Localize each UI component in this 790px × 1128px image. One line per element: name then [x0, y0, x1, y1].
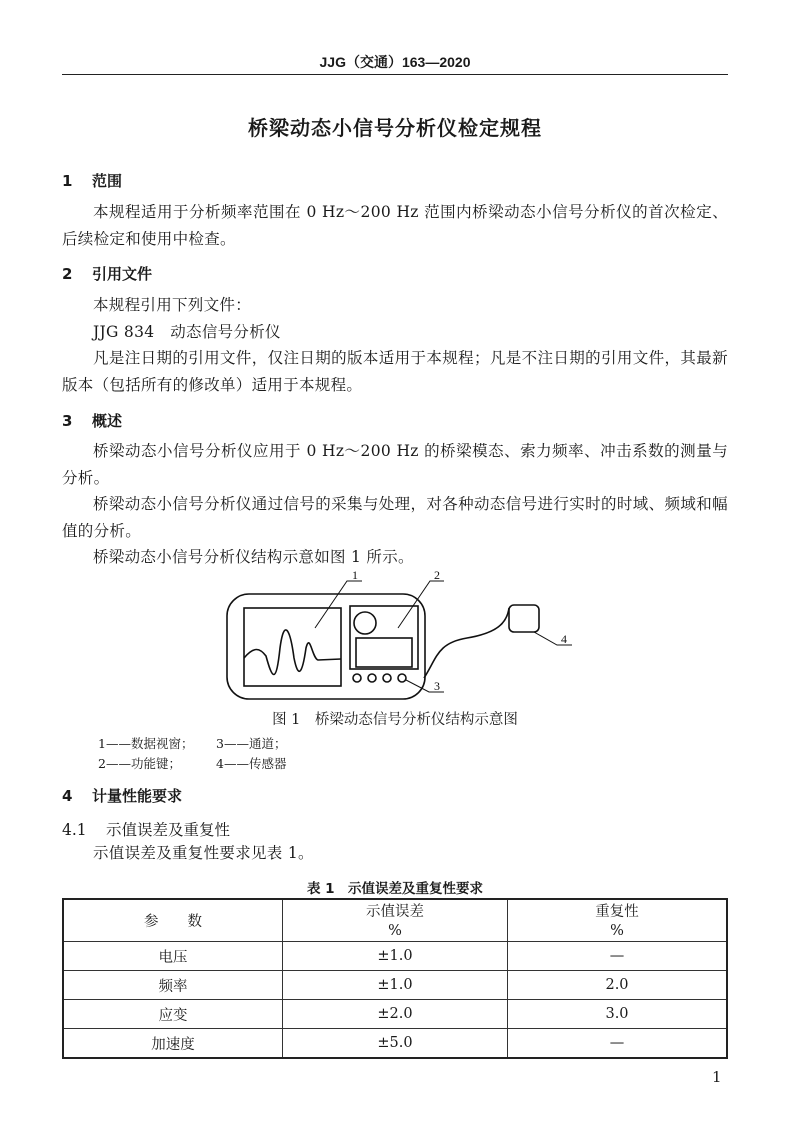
legend-item: 3——通道； [216, 736, 287, 751]
page-number: 1 [712, 1068, 722, 1086]
cell: 3.0 [508, 1000, 728, 1029]
callout-1: 1 [352, 568, 358, 582]
document-title: 桥梁动态小信号分析仪检定规程 [248, 116, 542, 140]
figure-caption: 图 1 桥梁动态信号分析仪结构示意图 [272, 712, 518, 728]
cell: 频率 [63, 971, 283, 1000]
paragraph: 桥梁动态小信号分析仪应用于 0 Hz～200 Hz 的桥梁模态、索力频率、冲击系数的测量与分析。 [62, 442, 728, 487]
callout-2: 2 [434, 568, 440, 582]
header-indication-error: 示值误差 [283, 899, 508, 921]
display [356, 638, 412, 667]
table-row [63, 971, 727, 1000]
cell: ±1.0 [283, 971, 508, 1000]
cell: — [508, 942, 728, 971]
table-row [63, 942, 727, 971]
unit: % [283, 921, 508, 942]
legend-item: 1——数据视窗； [98, 736, 194, 751]
sensor-cable [424, 608, 509, 678]
legend-item: 2——功能键； [98, 756, 181, 771]
section-1-heading [62, 170, 122, 191]
reference-item: JJG 834 动态信号分析仪 [93, 323, 281, 341]
section-number: 3 [62, 412, 73, 430]
header-parameter: 参 数 [63, 899, 283, 942]
paragraph: 本规程适用于分析频率范围在 0 Hz～200 Hz 范围内桥梁动态小信号分析仪的首次检定、后续检定和使用中检查。 [62, 203, 728, 248]
table-row [63, 1000, 727, 1029]
section-number: 4 [62, 787, 73, 805]
table-row [63, 1029, 727, 1059]
cell: 加速度 [63, 1029, 283, 1059]
section-number: 2 [62, 265, 73, 283]
unit: % [508, 921, 728, 942]
subsection-title: 示值误差及重复性 [106, 821, 231, 839]
legend-item: 4——传感器 [216, 756, 287, 771]
section-2-heading [62, 263, 152, 284]
waveform [244, 630, 341, 675]
cell: 电压 [63, 942, 283, 971]
table-header-row [63, 899, 727, 921]
device-body [227, 594, 425, 699]
section-title: 引用文件 [92, 265, 153, 283]
device-structure-diagram [222, 568, 582, 703]
callout-3: 3 [434, 679, 440, 693]
section-title: 概述 [92, 412, 123, 430]
paragraph: 桥梁动态小信号分析仪结构示意如图 1 所示。 [93, 548, 414, 566]
cell: ±2.0 [283, 1000, 508, 1029]
section-4-heading [62, 785, 182, 806]
document-header: JJG（交通）163—2020 [319, 54, 471, 70]
callout-4: 4 [561, 632, 567, 646]
paragraph: 凡是注日期的引用文件，仅注日期的版本适用于本规程；凡是不注日期的引用文件，其最新版本（包括所有的修改单）适用于本规程。 [62, 349, 728, 394]
cell: 2.0 [508, 971, 728, 1000]
table-caption: 表 1 示值误差及重复性要求 [306, 881, 484, 897]
subsection-4-1-heading [62, 818, 230, 840]
paragraph: 本规程引用下列文件： [93, 296, 252, 314]
section-title: 计量性能要求 [92, 787, 183, 805]
paragraph: 桥梁动态小信号分析仪通过信号的采集与处理，对各种动态信号进行实时的时域、频域和幅值的分析。 [62, 495, 728, 540]
paragraph: 示值误差及重复性要求见表 1。 [93, 844, 314, 862]
requirements-table [62, 898, 728, 1059]
section-number: 1 [62, 172, 73, 190]
cell: — [508, 1029, 728, 1059]
cell: 应变 [63, 1000, 283, 1029]
section-title: 范围 [92, 172, 123, 190]
sensor [509, 605, 539, 632]
knob [354, 612, 376, 634]
header-repeatability: 重复性 [508, 899, 728, 921]
cell: ±1.0 [283, 942, 508, 971]
section-3-heading [62, 410, 122, 431]
header-rule [62, 74, 728, 75]
cell: ±5.0 [283, 1029, 508, 1059]
subsection-number: 4.1 [62, 821, 87, 839]
